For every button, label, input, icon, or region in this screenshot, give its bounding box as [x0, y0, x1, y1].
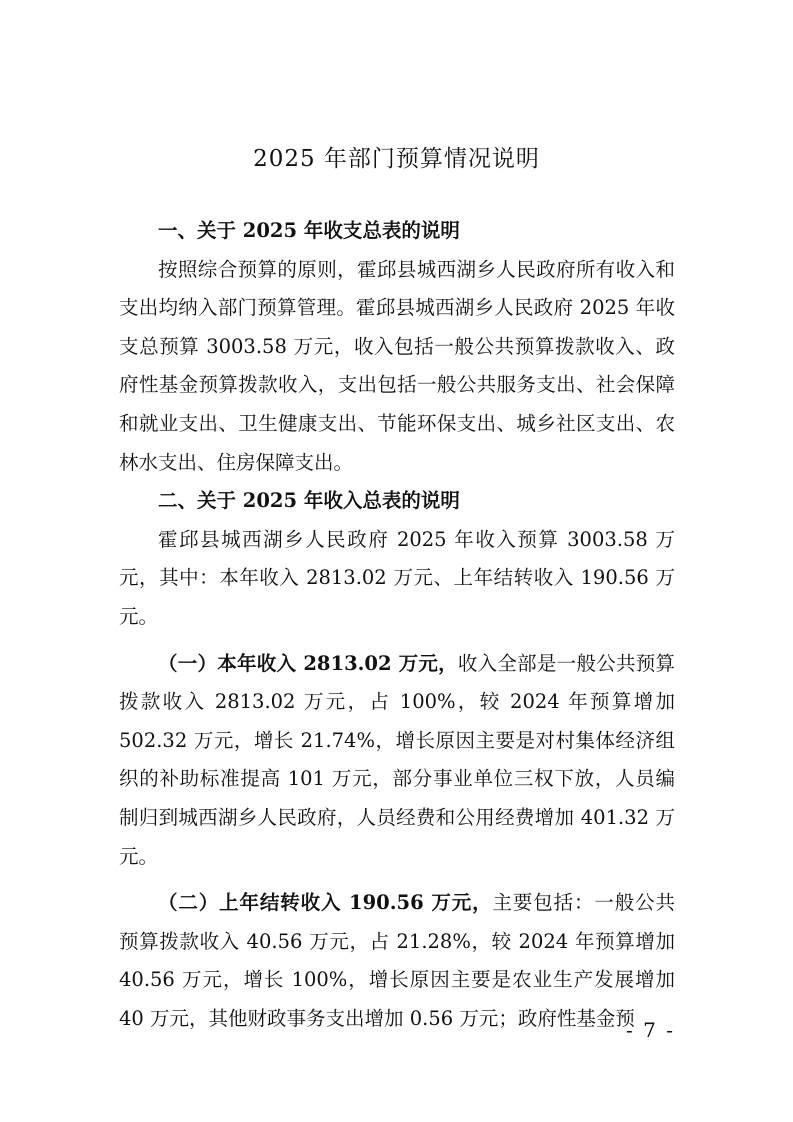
section1-paragraph: 按照综合预算的原则，霍邱县城西湖乡人民政府所有收入和支出均纳入部门预算管理。霍邱县城西湖乡人民政府 2025 年收支总预算 3003.58 万元，收入包括一般公共预算拨款收入、政府性基金预算拨款收入，支出包括一般公共服务支出、社会保障和就业支出、卫生健康支出、节能环保支出、城乡社区支出、农林水支出、住房保障支出。 [119, 257, 675, 474]
section1-heading: 一、关于 2025 年收支总表的说明 [158, 219, 460, 242]
section2-paragraph: 霍邱县城西湖乡人民政府 2025 年收入预算 3003.58 万元，其中：本年收入 2813.02 万元、上年结转收入 190.56 万元。 [119, 527, 675, 628]
item1-lead: （一）本年收入 2813.02 万元， [158, 651, 458, 675]
section2-item1 [119, 645, 675, 877]
document-title: 2025 年部门预算情况说明 [253, 146, 540, 172]
section2-item2 [119, 884, 675, 1038]
section2-heading: 二、关于 2025 年收入总表的说明 [158, 489, 460, 513]
document-body [119, 212, 675, 1038]
page-number: - 7 - [626, 1018, 675, 1042]
item2-body: 主要包括：一般公共预算拨款收入 40.56 万元，占 21.28%，较 2024 年预算增加 40.56 万元，增长 100%，增长原因主要是农业生产发展增加 40 万元，其他财政事务支出增加 0.56 万元；政府性基金预 [119, 891, 675, 1030]
item1-body: 收入全部是一般公共预算拨款收入 2813.02 万元，占 100%，较 2024 年预算增加 502.32 万元，增长 21.74%，增长原因主要是对村集体经济组织的补助标准提高 101 万元，部分事业单位三权下放，人员编制归到城西湖乡人民政府，人员经费和公用经费增加 401.32 万元。 [119, 651, 675, 868]
item2-lead: （二）上年结转收入 190.56 万元， [158, 891, 493, 915]
